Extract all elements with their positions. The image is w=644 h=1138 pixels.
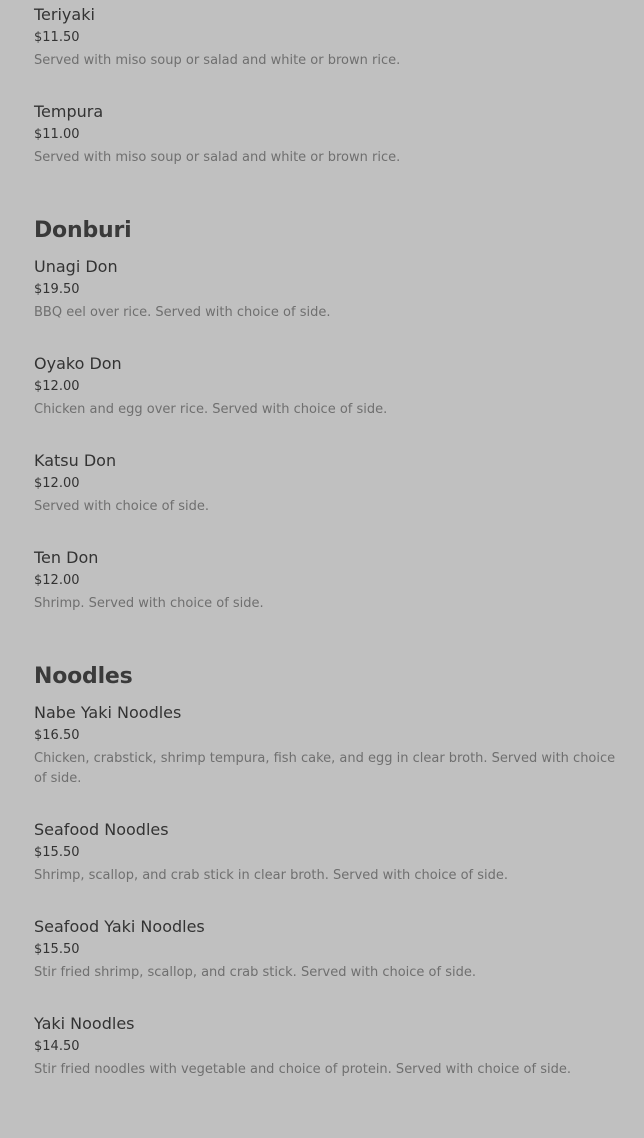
menu-item-price: $11.00 (34, 127, 80, 142)
menu-item-price: $12.00 (34, 573, 80, 588)
menu-item-description: Shrimp. Served with choice of side. (34, 596, 264, 611)
menu-item-description: BBQ eel over rice. Served with choice of side. (34, 305, 331, 320)
menu-item-price: $14.50 (34, 1039, 80, 1054)
menu-item-price: $12.00 (34, 476, 80, 491)
menu-item (34, 256, 620, 323)
menu-item (34, 353, 620, 420)
menu-item-name: Katsu Don (34, 451, 117, 470)
menu-item (34, 702, 620, 789)
menu-item-price: $19.50 (34, 282, 80, 297)
section-title: Noodles (34, 664, 133, 689)
menu-item-price: $11.50 (34, 30, 80, 45)
menu-item-name: Tempura (34, 102, 104, 121)
menu-item-description: Served with miso soup or salad and white or brown rice. (34, 53, 401, 68)
menu-section-donburi (34, 216, 620, 614)
menu-item (34, 916, 620, 983)
menu-section-noodles (34, 662, 620, 1080)
menu-item-price: $15.50 (34, 845, 80, 860)
menu-section-entrees (34, 4, 620, 168)
menu-item-price: $16.50 (34, 728, 80, 743)
menu-item-price: $15.50 (34, 942, 80, 957)
menu-item (34, 1013, 620, 1080)
menu-item-name: Nabe Yaki Noodles (34, 703, 182, 722)
menu-item-description: Served with choice of side. (34, 499, 210, 514)
menu-item-description: Stir fried noodles with vegetable and choice of protein. Served with choice of side. (34, 1062, 571, 1077)
menu-item-name: Oyako Don (34, 354, 122, 373)
menu-item-name: Teriyaki (34, 5, 95, 24)
menu (34, 4, 620, 1110)
menu-item-price: $12.00 (34, 379, 80, 394)
menu-item (34, 101, 620, 168)
menu-item-description: Served with miso soup or salad and white or brown rice. (34, 150, 401, 165)
menu-item (34, 547, 620, 614)
menu-item-description: Shrimp, scallop, and crab stick in clear broth. Served with choice of side. (34, 868, 509, 883)
menu-item-name: Yaki Noodles (34, 1014, 135, 1033)
menu-item-name: Unagi Don (34, 257, 118, 276)
menu-item (34, 4, 620, 71)
menu-item-name: Seafood Noodles (34, 820, 169, 839)
menu-item-name: Ten Don (34, 548, 99, 567)
menu-item-name: Seafood Yaki Noodles (34, 917, 205, 936)
menu-item-description: Stir fried shrimp, scallop, and crab stick. Served with choice of side. (34, 965, 476, 980)
section-title: Donburi (34, 218, 132, 243)
menu-item-description: Chicken and egg over rice. Served with choice of side. (34, 402, 388, 417)
menu-item-description: Chicken, crabstick, shrimp tempura, fish cake, and egg in clear broth. Served with choice of side. (34, 751, 616, 786)
menu-item (34, 450, 620, 517)
menu-item (34, 819, 620, 886)
